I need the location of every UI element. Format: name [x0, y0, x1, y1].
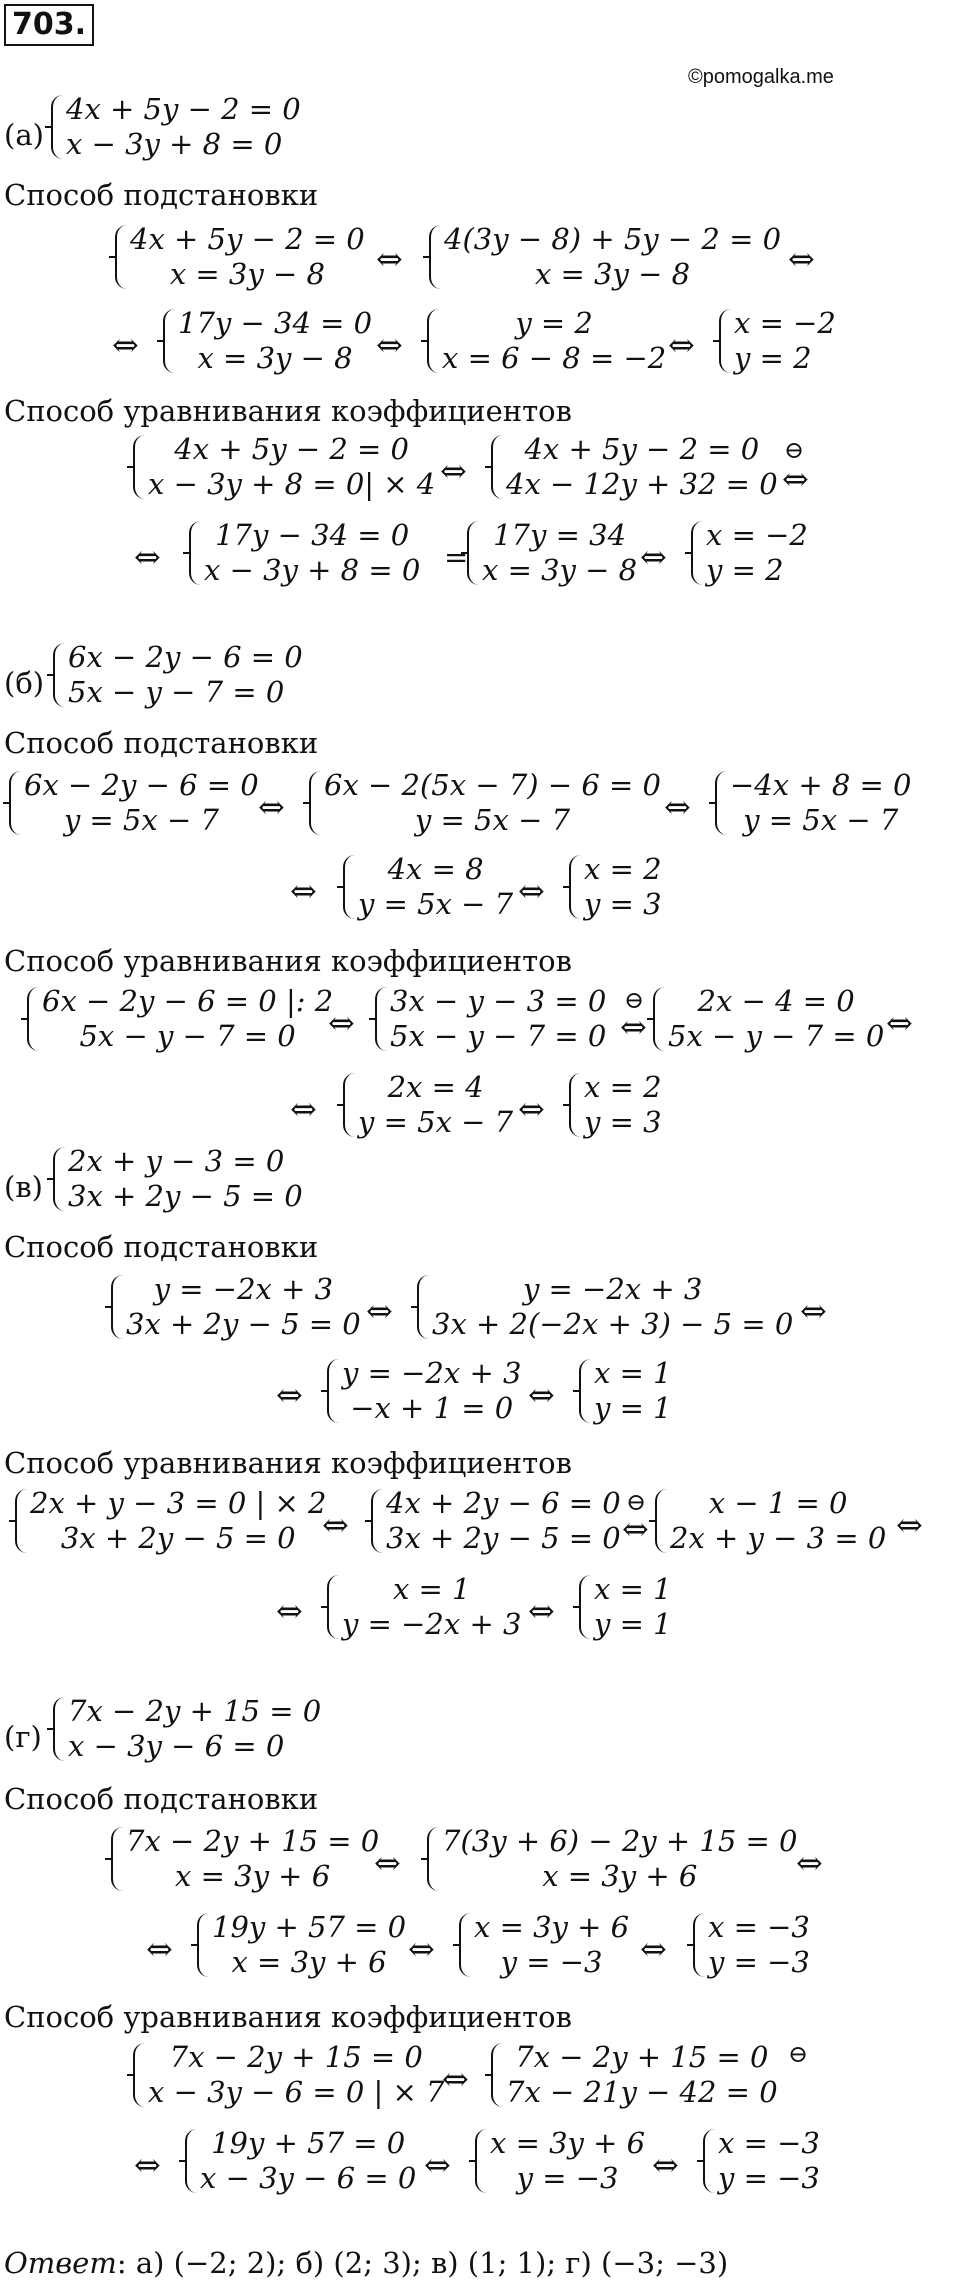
problem-number: 703.: [4, 4, 94, 46]
equivalence-arrow: ⇔: [800, 1292, 827, 1330]
subtract-sign: ⊖: [624, 986, 645, 1014]
part-v-label: (в): [4, 1170, 43, 1204]
part-g-coef-s1: 7x − 2y + 15 = 0 x − 3y − 6 = 0 | × 7: [130, 2040, 444, 2110]
part-b-coef-result: x = 2 y = 3: [566, 1070, 662, 1140]
part-b-coef-s2: 3x − y − 3 = 0 5x − y − 7 = 0: [372, 984, 606, 1054]
equivalence-arrow: ⇔: [134, 2146, 161, 2184]
part-g-coef-s2: 7x − 2y + 15 = 0 7x − 21y − 42 = 0: [488, 2040, 778, 2110]
part-a-sub-result: x = −2 y = 2: [716, 306, 836, 376]
part-g-coef-s4: x = 3y + 6 y = −3: [472, 2126, 645, 2196]
part-v-coef-heading: Способ уравнивания коэффициентов: [4, 1446, 572, 1480]
equivalence-arrow: ⇔: [290, 1090, 317, 1128]
part-g-given: 7x − 2y + 15 = 0 x − 3y − 6 = 0: [50, 1694, 321, 1764]
part-v-sub-s3: y = −2x + 3 −x + 1 = 0: [324, 1356, 521, 1426]
equivalence-arrow: ⇔: [424, 2146, 451, 2184]
part-a-sub-s3: 17y − 34 = 0 x = 3y − 8: [160, 306, 372, 376]
part-a-coef-s2: 4x + 5y − 2 = 0 4x − 12y + 32 = 0: [488, 432, 778, 502]
part-b-coef-s1: 6x − 2y − 6 = 0 |: 2 5x − y − 7 = 0: [24, 984, 333, 1054]
equivalence-arrow: ⇔: [886, 1004, 913, 1042]
part-a-sub-s4: y = 2 x = 6 − 8 = −2: [424, 306, 666, 376]
part-a-sub-heading: Способ подстановки: [4, 178, 319, 212]
part-g-label: (г): [4, 1720, 42, 1754]
equivalence-arrow: ⇔: [640, 1930, 667, 1968]
part-g-sub-s4: x = 3y + 6 y = −3: [456, 1910, 629, 1980]
equivalence-arrow: ⇔: [276, 1376, 303, 1414]
part-b-sub-heading: Способ подстановки: [4, 726, 319, 760]
equivalence-arrow: ⇔: [796, 1844, 823, 1882]
equivalence-arrow: ⇔: [376, 326, 403, 364]
equivalence-arrow: ⇔: [376, 240, 403, 278]
part-v-coef-s3: x − 1 = 0 2x + y − 3 = 0: [652, 1486, 886, 1556]
part-a-coef-s4: 17y = 34 x = 3y − 8: [464, 518, 637, 588]
watermark: ©pomogalka.me: [688, 66, 834, 88]
equivalence-arrow: ⇔: [782, 460, 809, 498]
part-g-coef-result: x = −3 y = −3: [700, 2126, 820, 2196]
equivalence-arrow: ⇔: [518, 872, 545, 910]
equivalence-arrow: ⇔: [652, 2146, 679, 2184]
answer-label: Ответ: [4, 2246, 117, 2280]
part-b-sub-s1: 6x − 2y − 6 = 0 y = 5x − 7: [6, 768, 259, 838]
equivalence-arrow: ⇔: [528, 1592, 555, 1630]
equivalence-arrow: ⇔: [442, 2060, 469, 2098]
equivalence-arrow: ⇔: [896, 1506, 923, 1544]
equivalence-arrow: ⇔: [258, 788, 285, 826]
part-a-given: 4x + 5y − 2 = 0 x − 3y + 8 = 0: [48, 92, 301, 162]
equivalence-arrow: ⇔: [622, 1510, 649, 1548]
equivalence-arrow: ⇔: [788, 240, 815, 278]
part-a-sub-s1: 4x + 5y − 2 = 0 x = 3y − 8: [112, 222, 365, 292]
part-a-label: (а): [4, 118, 44, 152]
part-b-coef-s3: 2x − 4 = 0 5x − y − 7 = 0: [650, 984, 884, 1054]
part-b-sub-s4: 4x = 8 y = 5x − 7: [340, 852, 513, 922]
equivalence-arrow: ⇔: [276, 1592, 303, 1630]
equivalence-arrow: ⇔: [134, 538, 161, 576]
part-g-sub-s3: 19y + 57 = 0 x = 3y + 6: [194, 1910, 406, 1980]
part-v-given: 2x + y − 3 = 0 3x + 2y − 5 = 0: [50, 1144, 303, 1214]
part-b-sub-s2: 6x − 2(5x − 7) − 6 = 0 y = 5x − 7: [306, 768, 661, 838]
part-v-coef-s2: 4x + 2y − 6 = 0 3x + 2y − 5 = 0: [368, 1486, 621, 1556]
equivalence-arrow: ⇔: [322, 1506, 349, 1544]
part-g-sub-s2: 7(3y + 6) − 2y + 15 = 0 x = 3y + 6: [424, 1824, 798, 1894]
part-g-sub-result: x = −3 y = −3: [690, 1910, 810, 1980]
part-v-coef-result: x = 1 y = 1: [576, 1572, 672, 1642]
part-b-given: 6x − 2y − 6 = 0 5x − y − 7 = 0: [50, 640, 303, 710]
part-v-sub-result: x = 1 y = 1: [576, 1356, 672, 1426]
equivalence-arrow: ⇔: [328, 1004, 355, 1042]
part-g-sub-s1: 7x − 2y + 15 = 0 x = 3y + 6: [108, 1824, 379, 1894]
part-v-coef-s1: 2x + y − 3 = 0 | × 2 3x + 2y − 5 = 0: [12, 1486, 326, 1556]
equivalence-arrow: ⇔: [112, 326, 139, 364]
subtract-sign: ⊖: [626, 1488, 647, 1516]
equivalence-arrow: ⇔: [374, 1844, 401, 1882]
equals-sign: =: [444, 540, 469, 574]
equivalence-arrow: ⇔: [146, 1930, 173, 1968]
subtract-sign: ⊖: [784, 436, 805, 464]
answer-line: [4, 2246, 728, 2280]
equivalence-arrow: ⇔: [664, 788, 691, 826]
equivalence-arrow: ⇔: [518, 1090, 545, 1128]
answer-text: : а) (−2; 2); б) (2; 3); в) (1; 1); г) (−3; −3): [116, 2246, 729, 2280]
part-g-coef-heading: Способ уравнивания коэффициентов: [4, 2000, 572, 2034]
part-a-coef-result: x = −2 y = 2: [688, 518, 808, 588]
equivalence-arrow: ⇔: [668, 326, 695, 364]
part-g-coef-s3: 19y + 57 = 0 x − 3y − 6 = 0: [182, 2126, 416, 2196]
equivalence-arrow: ⇔: [528, 1376, 555, 1414]
part-b-sub-s3: −4x + 8 = 0 y = 5x − 7: [712, 768, 911, 838]
part-b-coef-heading: Способ уравнивания коэффициентов: [4, 944, 572, 978]
equivalence-arrow: ⇔: [440, 452, 467, 490]
equivalence-arrow: ⇔: [290, 872, 317, 910]
equivalence-arrow: ⇔: [366, 1292, 393, 1330]
part-b-coef-s4: 2x = 4 y = 5x − 7: [340, 1070, 513, 1140]
part-v-sub-s2: y = −2x + 3 3x + 2(−2x + 3) − 5 = 0: [414, 1272, 793, 1342]
part-g-sub-heading: Способ подстановки: [4, 1782, 319, 1816]
part-v-sub-s1: y = −2x + 3 3x + 2y − 5 = 0: [108, 1272, 361, 1342]
part-a-coef-s1: 4x + 5y − 2 = 0 x − 3y + 8 = 0| × 4: [130, 432, 435, 502]
part-b-sub-result: x = 2 y = 3: [566, 852, 662, 922]
equivalence-arrow: ⇔: [408, 1930, 435, 1968]
part-v-coef-s4: x = 1 y = −2x + 3: [324, 1572, 521, 1642]
part-a-sub-s2: 4(3y − 8) + 5y − 2 = 0 x = 3y − 8: [426, 222, 781, 292]
part-b-label: (б): [4, 666, 45, 700]
part-a-coef-s3: 17y − 34 = 0 x − 3y + 8 = 0: [186, 518, 420, 588]
equivalence-arrow: ⇔: [620, 1008, 647, 1046]
equivalence-arrow: ⇔: [640, 538, 667, 576]
subtract-sign: ⊖: [788, 2040, 809, 2068]
part-a-coef-heading: Способ уравнивания коэффициентов: [4, 394, 572, 428]
part-v-sub-heading: Способ подстановки: [4, 1230, 319, 1264]
